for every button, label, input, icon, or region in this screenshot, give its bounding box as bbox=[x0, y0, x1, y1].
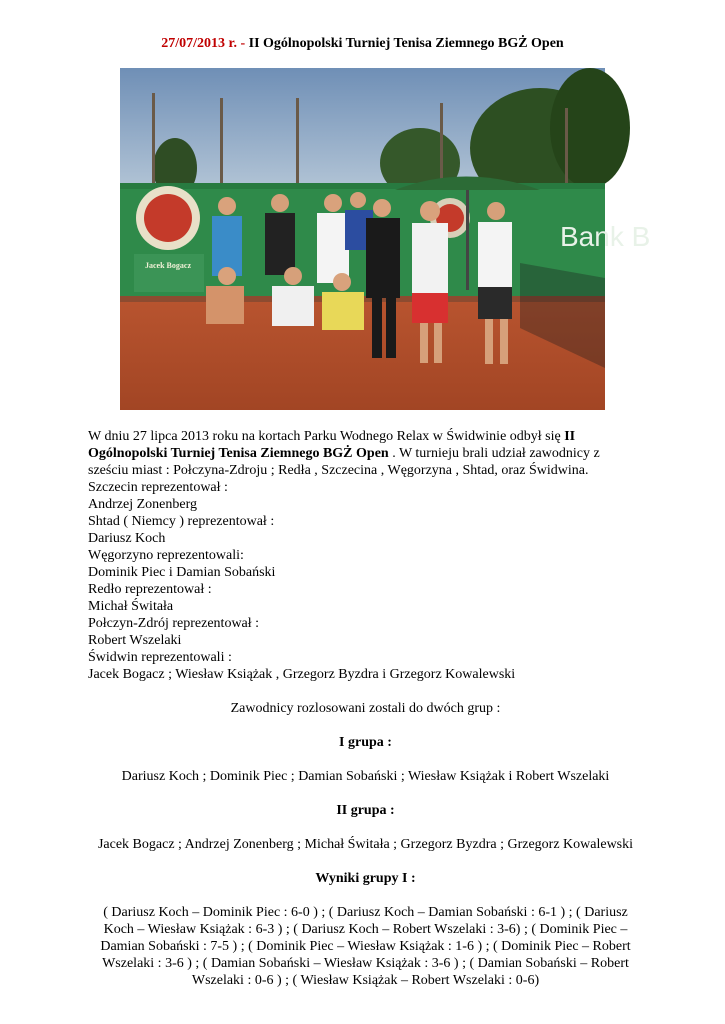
page-title bbox=[0, 36, 725, 52]
rep-line: Szczecin reprezentował : bbox=[88, 480, 228, 495]
rep-line: Redło reprezentował : bbox=[88, 582, 212, 597]
rep-line: Andrzej Zonenberg bbox=[88, 497, 197, 512]
intro-bold-title: II Ogólnopolski Turniej Tenisa Ziemnego BGŻ Open bbox=[88, 429, 576, 461]
tournament-photo bbox=[120, 68, 651, 410]
draw-text: Zawodnicy rozlosowani zostali do dwóch grup : bbox=[230, 701, 501, 716]
title-text: II Ogólnopolski Turniej Tenisa Ziemnego BGŻ Open bbox=[248, 36, 564, 51]
group1-heading: I grupa : bbox=[339, 735, 392, 750]
results1-text: ( Dariusz Koch – Dominik Piec : 6-0 ) ; ( Dariusz Koch – Damian Sobański : 6-1 ) ; ( Dariusz Koch – Wiesław Książak : 6-3 ) ; ( Dariusz Koch – Robert Wszelaki : 3-6) ; ( Dominik Piec – Damian Sobański : 7-5 ) ; ( Dominik Piec – Wiesław Książak : 1-6 ) ; ( Dominik Piec – Robert Wszelaki : 3-6 ) ; ( Damian Sobański – Wiesław Książak : 3-6 ) ; ( Damian Sobański – Robert Wszelaki : 0-6 ) ; ( Wiesław Książak – Robert Wszelaki : 0-6) bbox=[100, 905, 631, 988]
article-body bbox=[88, 428, 643, 989]
rep-line: Jacek Bogacz ; Wiesław Książak , Grzegorz Byzdra i Grzegorz Kowalewski bbox=[88, 667, 516, 682]
rep-line: Węgorzyno reprezentowali: bbox=[88, 548, 244, 563]
group1-players: Dariusz Koch ; Dominik Piec ; Damian Sobański ; Wiesław Książak i Robert Wszelaki bbox=[121, 769, 610, 784]
group2-players: Jacek Bogacz ; Andrzej Zonenberg ; Michał Świtała ; Grzegorz Byzdra ; Grzegorz Kowalewski bbox=[97, 837, 634, 852]
rep-line: Shtad ( Niemcy ) reprezentował : bbox=[88, 514, 275, 529]
intro-text-1: W dniu 27 lipca 2013 roku na kortach Parku Wodnego Relax w Świdwinie odbył się bbox=[88, 429, 565, 444]
results1-heading: Wyniki grupy I : bbox=[315, 871, 416, 886]
rep-line: Dariusz Koch bbox=[88, 531, 166, 546]
intro-paragraph bbox=[88, 428, 643, 479]
rep-line: Robert Wszelaki bbox=[88, 633, 182, 648]
group2-heading: II grupa : bbox=[336, 803, 395, 818]
bank-banner-text: Bank B bbox=[560, 221, 651, 252]
rep-line: Dominik Piec i Damian Sobański bbox=[88, 565, 276, 580]
rep-line: Michał Świtała bbox=[88, 599, 174, 614]
intro-text-2: . W turnieju brali udział zawodnicy z sześciu miast : Połczyna-Zdroju ; Redła , Szczecina , Węgorzyna , Shtad, oraz Świdwina. bbox=[88, 446, 600, 478]
title-date: 27/07/2013 r. - bbox=[161, 36, 246, 51]
sign-name: Jacek Bogacz bbox=[145, 261, 191, 270]
rep-line: Połczyn-Zdrój reprezentował : bbox=[88, 616, 260, 631]
rep-line: Świdwin reprezentowali : bbox=[88, 650, 232, 665]
